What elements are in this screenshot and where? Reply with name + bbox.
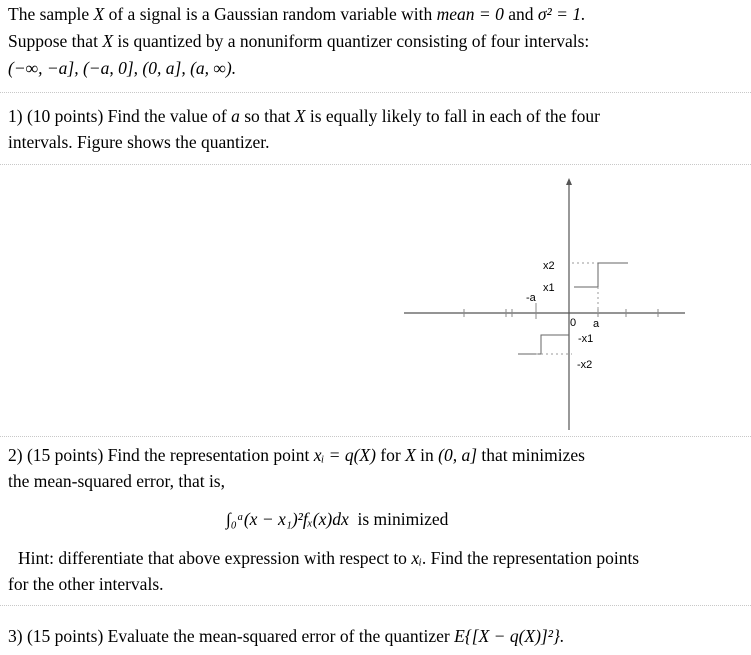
- question-3: 3) (15 points) Evaluate the mean-squared error of the quantizer E{[X − q(X)]²}.: [8, 626, 565, 646]
- hint-line-1: Hint: differentiate that above expression with respect to xᵢ. Find the representation points: [18, 548, 640, 568]
- section-divider: [0, 605, 751, 606]
- quantizer-figure: [0, 170, 751, 440]
- quantizer-step-top: [574, 263, 628, 287]
- question-1-line-2: intervals. Figure shows the quantizer.: [8, 132, 270, 152]
- quantizer-step-bottom: [518, 335, 569, 354]
- label-x2-top: x2: [543, 260, 555, 272]
- question-2-line-2: the mean-squared error, that is,: [8, 471, 225, 491]
- intro-line-1: The sample X of a signal is a Gaussian random variable with mean = 0 and σ² = 1.: [8, 4, 586, 24]
- intro-line-2: Suppose that X is quantized by a nonuniform quantizer consisting of four intervals:: [8, 31, 590, 51]
- label-neg-x1: -x1: [578, 333, 594, 345]
- question-1-line-1: 1) (10 points) Find the value of a so that X is equally likely to fall in each of the four: [8, 106, 600, 126]
- label-zero: 0: [570, 317, 577, 329]
- integral-expression: ∫₀ᵃ(x − x₁)²fₓ(x)dx is minimized: [226, 509, 449, 529]
- label-x1-top: x1: [543, 282, 555, 294]
- label-neg-x2: -x2: [577, 359, 593, 371]
- intro-intervals: (−∞, −a], (−a, 0], (0, a], (a, ∞).: [8, 58, 237, 78]
- hint-line-2: for the other intervals.: [8, 574, 164, 594]
- label-a: a: [593, 318, 600, 330]
- section-divider: [0, 436, 751, 437]
- label-neg-a: -a: [526, 292, 536, 304]
- question-2-line-1: 2) (15 points) Find the representation point xᵢ = q(X) for X in (0, a] that minimizes: [8, 445, 585, 465]
- section-divider: [0, 164, 751, 165]
- section-divider: [0, 92, 751, 93]
- y-axis-arrow: [566, 178, 572, 185]
